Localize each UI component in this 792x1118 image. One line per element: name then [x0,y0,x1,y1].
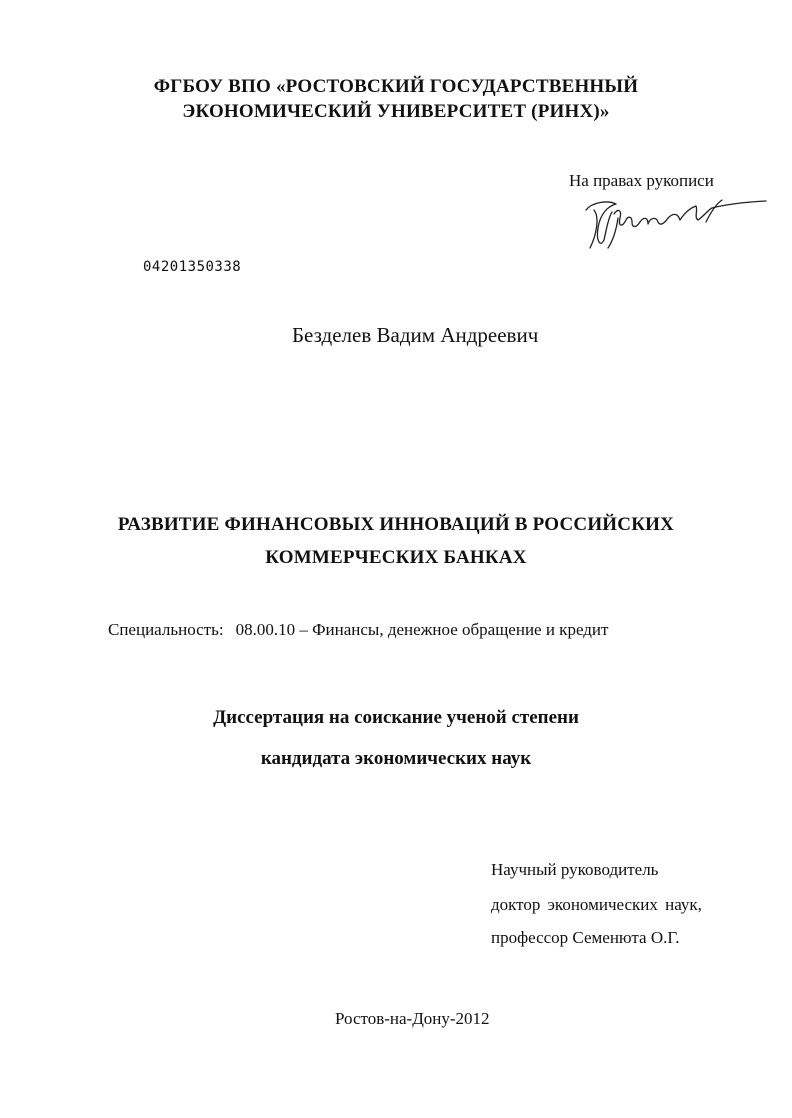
university-name-line2: ЭКОНОМИЧЕСКИЙ УНИВЕРСИТЕТ (РИНХ)» [182,101,610,122]
dissertation-title-line1: РАЗВИТИЕ ФИНАНСОВЫХ ИННОВАЦИЙ В РОССИЙСКИХ [117,514,675,535]
advisor-rank: доктор экономических наук, [491,895,702,914]
specialty [108,620,608,640]
university-name-line1: ФГБОУ ВПО «РОСТОВСКИЙ ГОСУДАРСТВЕННЫЙ [153,76,639,97]
dissertation-title-line2: КОММЕРЧЕСКИХ БАНКАХ [265,547,527,568]
specialty-label: Специальность: [108,620,224,639]
advisor-role: Научный руководитель [491,860,659,879]
author-name: Безделев Вадим Андреевич [292,323,539,347]
degree-line2: кандидата экономических наук [260,748,532,769]
city-year: Ростов-на-Дону-2012 [335,1009,490,1028]
document-code: 04201350338 [143,259,242,275]
degree-line1: Диссертация на соискание ученой степени [213,707,579,728]
specialty-value: 08.00.10 – Финансы, денежное обращение и кредит [235,620,609,639]
rights-note: На правах рукописи [569,171,714,190]
signature-icon [578,188,768,254]
advisor-name: профессор Семенюта О.Г. [491,928,680,947]
